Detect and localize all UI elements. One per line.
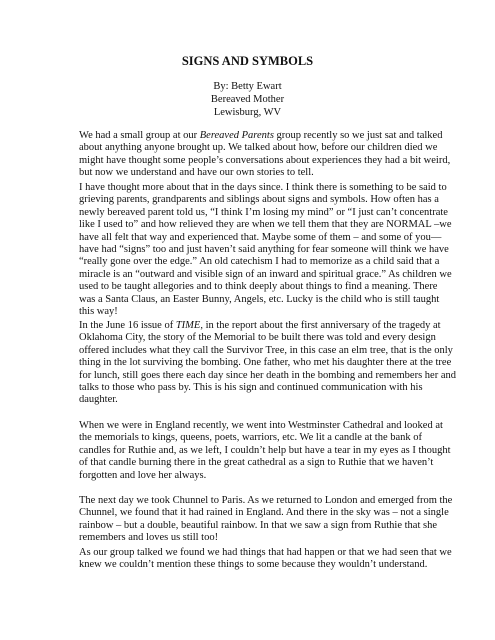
text-line: but now we understand and have our own stories to tell. bbox=[79, 167, 314, 179]
text-line: I have thought more about that in the days since. I think there is something to be said to bbox=[79, 182, 447, 193]
document-title: SIGNS AND SYMBOLS bbox=[181, 54, 314, 68]
text-line: offered includes what they call the Survivor Tree, in this case an elm tree, that is the only bbox=[79, 344, 453, 356]
paragraph bbox=[79, 320, 456, 407]
text-line: remembers and loves us still too! bbox=[79, 532, 219, 544]
text-line: knew we couldn’t mention these things to some because they wouldn’t understand. bbox=[79, 559, 428, 571]
text-line: have all felt that way and experienced that. Maybe some of them – and some of you— bbox=[79, 231, 442, 243]
text-line: As our group talked we found we had things that had happen or that we had seen that we bbox=[79, 547, 452, 558]
text-line: grieving parents, grandparents and siblings about signs and symbols. How often has a bbox=[79, 194, 439, 206]
text-line: forgotten and love her always. bbox=[79, 469, 207, 481]
text-line: used to be taught allegories and to think deeply about things to find a meaning. There bbox=[79, 281, 438, 293]
paragraph bbox=[79, 495, 453, 545]
text-line: Chunnel, we found that it had rained in England. And there in the sky was – not a single bbox=[79, 507, 449, 519]
italic-text: TIME bbox=[175, 320, 201, 331]
text-line: like I used to” and how relieved they are when we tell them that they are NORMAL –we bbox=[79, 219, 452, 231]
text-line: was a Santa Claus, an Easter Bunny, Angels, etc. Lucky is the child who is still taught bbox=[79, 293, 440, 305]
byline bbox=[0, 80, 495, 119]
text-line: newly bereaved parent told us, “I think I’m losing my mind” or “I just can’t concentrate bbox=[79, 206, 448, 218]
text-line: rainbow – but a double, beautiful rainbow. In that we saw a sign from Ruthie that she bbox=[79, 519, 437, 531]
text-line: the memorials to kings, queens, poets, warriors, etc. We lit a candle at the bank of bbox=[79, 432, 423, 444]
text-line: have had “signs” too and just haven’t said anything for fear someone will think we have bbox=[79, 244, 449, 256]
paragraph bbox=[79, 182, 452, 318]
text-line: thing in the lot surviving the bombing. One father, who met his daughter there at the tree bbox=[79, 357, 452, 369]
text-line: Oklahoma City, the story of the Memorial to be built there was told and every design bbox=[79, 332, 436, 344]
byline-author: By: Betty Ewart bbox=[213, 81, 282, 92]
text-line: might have thought some people’s conversations about experiences they had a bit weird, bbox=[79, 154, 451, 166]
text-line: this way! bbox=[79, 306, 118, 318]
text-line: “really gone over the edge.” An old catechism I had to memorize as a child said that a bbox=[79, 256, 440, 268]
text-line: about anything anyone brought up. We talked about how, before our children died we bbox=[79, 142, 438, 154]
text-line: daughter. bbox=[79, 394, 118, 406]
italic-text: Bereaved Parents bbox=[199, 130, 274, 141]
text-line: candles for Ruthie and, as we left, I couldn’t help but have a tear in my eyes as I thought bbox=[79, 444, 451, 456]
text-line: miracle is an “outward and visible sign of an inward and spiritual grace.” As children we bbox=[79, 268, 452, 280]
paragraph bbox=[79, 420, 451, 482]
text-line: We had a small group at our Bereaved Parents group recently so we just sat and talked bbox=[79, 130, 443, 141]
text-line: of that candle burning there in the great cathedral as a sign to Ruthie that we haven’t bbox=[79, 457, 434, 469]
text-line: In the June 16 issue of TIME, in the report about the first anniversary of the tragedy at bbox=[79, 320, 441, 331]
text-line: When we were in England recently, we went into Westminster Cathedral and looked at bbox=[79, 420, 443, 431]
paragraph bbox=[79, 130, 451, 180]
text-line: talks to those who pass by. This is his sign and continued communication with his bbox=[79, 382, 423, 394]
byline-location: Lewisburg, WV bbox=[213, 107, 282, 118]
text-line: The next day we took Chunnel to Paris. As we returned to London and emerged from the bbox=[79, 495, 453, 506]
byline-role: Bereaved Mother bbox=[210, 94, 285, 105]
text-line: for lunch, still goes there each day since her death in the bombing and remembers her and bbox=[79, 369, 456, 381]
paragraph bbox=[79, 547, 452, 572]
